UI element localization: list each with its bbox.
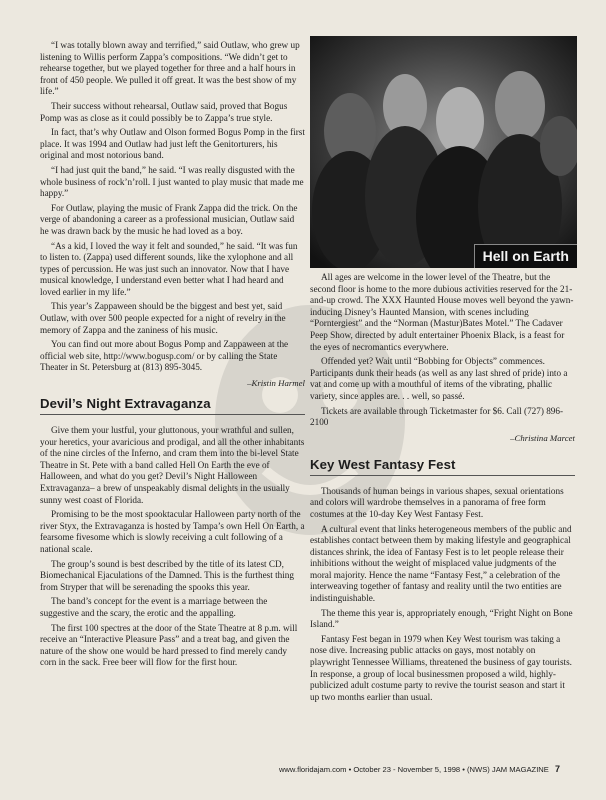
author-byline: –Christina Marcet xyxy=(510,432,575,443)
page-footer xyxy=(0,764,560,774)
article-paragraph: Their success without rehearsal, Outlaw said, proved that Bogus Pomp was as close as it could possibly be to Zappa’s true style. xyxy=(40,100,288,123)
article-paragraph: “I had just quit the band,” he said. “I was really disgusted with the whole business of rock’n’roll. I just wanted to play music that made me happy.” xyxy=(40,164,304,199)
article-paragraph: This year’s Zappaween should be the biggest and best yet, said Outlaw, with over 500 people expected for a night of revelry in the memory of Zappa and the zaniness of his music. xyxy=(40,301,286,335)
article-paragraph: The group’s sound is best described by the title of its latest CD, Biomechanical Ejaculations of the Damned. This is the furthest thing from Stryper that will be serenading the spooks this year. xyxy=(40,558,294,592)
article-paragraph: Thousands of human beings in various shapes, sexual orientations and colors will wardrobe themselves in a panorama of free form costumes at the 10-day Key West Fantasy Fest. xyxy=(310,485,564,519)
article-paragraph: The first 100 spectres at the door of the State Theatre at 8 p.m. will receive an “Interactive Pleasure Pass” and a treat bag, and given the nature of the show one would be hard pressed to find merely candy corn in the sack. Free beer will flow for the first hour. xyxy=(40,622,298,668)
devils-night-article xyxy=(40,396,305,669)
article-paragraph: All ages are welcome in the lower level of the Theatre, but the second floor is home to the more dubious activities reserved for the 21-and-up crowd. The XXX Haunted House moves well beyond the yawn-inducing Disney’s Haunted Mansion, with scenes including “Porntergiest” and the “Norman (Mastur)Bates Motel.” The Cadaver Peep Show, directed by adult entertainer Phoenix Black, is a feast for the eyes of necromantics everywhere. xyxy=(310,272,574,352)
author-byline: –Kristin Harmel xyxy=(247,378,305,389)
photo-caption: Hell on Earth xyxy=(474,244,577,268)
right-column xyxy=(310,272,575,706)
heading-rule xyxy=(310,475,575,476)
footer-text: www.floridajam.com • October 23 - November 5, 1998 • (NWS) JAM MAGAZINE xyxy=(278,765,549,774)
article-paragraph: Fantasy Fest began in 1979 when Key West tourism was taking a nose dive. Increasing public attacks on gays, most notably on playwright Tennessee Williams, threatened the business of gay tourists. In response, a group of local businessmen proposed a wild, highly-publicized adult costume party to revive the tourist season and start it up two months earlier than usual. xyxy=(310,633,572,702)
left-column xyxy=(40,40,305,672)
article-heading: Key West Fantasy Fest xyxy=(310,456,456,472)
band-photo-image xyxy=(310,36,577,268)
article-heading: Devil’s Night Extravaganza xyxy=(40,396,211,412)
article-paragraph: For Outlaw, playing the music of Frank Zappa did the trick. On the verge of abandoning a career as a professional musician, Outlaw said he was drawn back by the music he had loved as a boy. xyxy=(40,202,298,236)
article-paragraph: The band’s concept for the event is a marriage between the suggestive and the scary, the erotic and the appalling. xyxy=(40,596,268,618)
article-paragraph: Give them your lustful, your gluttonous, your wrathful and sullen, your heretics, your avaricious and prodigal, and all the other inhabitants of the nine circles of the Inferno, and cram them into the bi-level State Theatre in St. Pete with a band called Hell On Earth the eve of Halloween, and what do you get? Devil’s Night Halloween Extravaganza– a brew of unspeakably dismal delights in the usually sunny west coast of Florida. xyxy=(40,425,305,505)
article-paragraph: The theme this year is, appropriately enough, “Fright Night on Bone Island.” xyxy=(310,607,573,630)
page-number: 7 xyxy=(554,764,560,774)
band-photo xyxy=(310,36,577,268)
article-paragraph: In fact, that’s why Outlaw and Olson formed Bogus Pomp in the first place. It was 1994 and Outlaw had just left the Genitorturers, his original and most notorious band. xyxy=(40,127,305,161)
heading-rule xyxy=(40,414,305,415)
zappaween-article-continuation xyxy=(40,40,305,388)
article-paragraph: You can find out more about Bogus Pomp and Zappaween at the official web site, http://www.bogusp.com/ or by calling the State Theater in St. Petersburg at (813) 895-3045. xyxy=(40,339,289,373)
article-paragraph: Promising to be the most spooktacular Halloween party north of the river Styx, the Extravaganza is hosted by Tampa’s own Hell On Earth, a fearsome fivesome which is slowly receiving a cult following of a national scale. xyxy=(40,509,305,554)
article-paragraph: “I was totally blown away and terrified,” said Outlaw, who grew up listening to Willis perform Zappa’s compositions. “We didn’t get to rehearse together, but we played together for three and a half hours in front of 450 people. We pulled it off great. It was the best show of my life.” xyxy=(40,40,300,97)
devils-night-article-continuation xyxy=(310,272,575,443)
key-west-article xyxy=(310,457,575,704)
article-paragraph: Tickets are available through Ticketmaster for $6. Call (727) 896-2100 xyxy=(310,405,564,428)
article-paragraph: “As a kid, I loved the way it felt and sounded,” he said. “It was fun to listen to. (Zappa) used different sounds, like the xylophone and all types of percussion. He was just such an innovator. Now that I have musical knowledge, I understand even better what I had heard and loved earlier in my life.” xyxy=(40,240,298,297)
article-paragraph: A cultural event that links heterogeneous members of the public and establishes contact between them by making lifestyle and geographical distances shrink, the idea of Fantasy Fest is to let people release their inhibitions without the weight of misplaced value judgments of the moral majority. Hence the name “Fantasy Fest,” a celebration of the interweaving together of fantasy and reality until the two entities are indistinguishable. xyxy=(310,523,572,604)
article-paragraph: Offended yet? Wait until “Bobbing for Objects” commences. Participants dunk their heads (as well as any last shred of pride) into a vat and come up with a mouthful of items of the vibrating, phallic variety, since apples are. . . well, so passé. xyxy=(310,356,568,401)
